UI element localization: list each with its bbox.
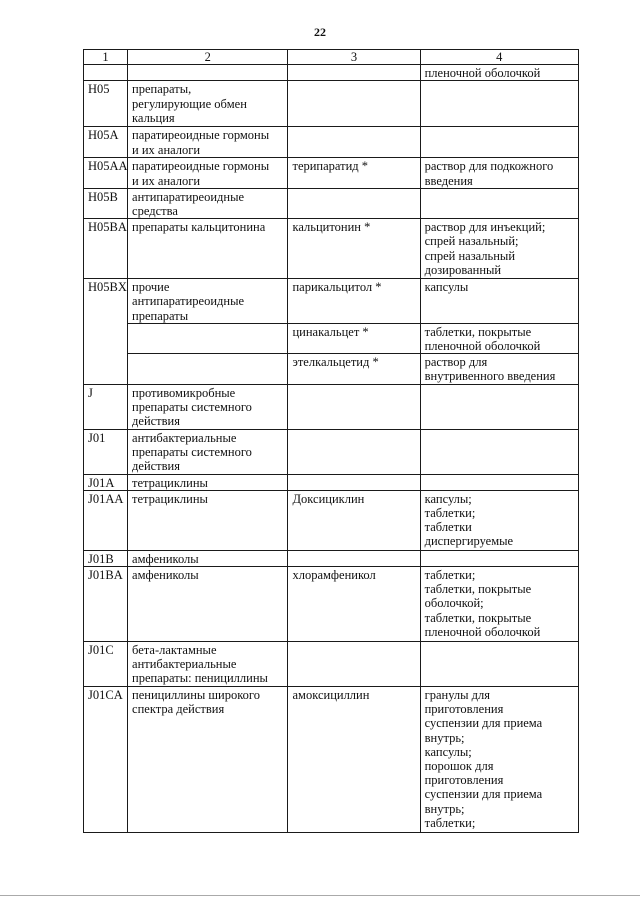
dosage-form-cell: гранулы для приготовления суспензии для приема внутрь; капсулы; порошок для приготовления суспензии для приема внутрь; таблетки; — [420, 687, 578, 833]
atc-code-cell: J01BA — [84, 567, 128, 642]
group-name-cell: прочие антипаратиреоидные препараты — [128, 279, 288, 324]
group-name-cell: противомикробные препараты системного действия — [128, 384, 288, 429]
atc-code-cell: H05A — [84, 127, 128, 158]
drug-name-cell — [288, 127, 420, 158]
column-number-2: 2 — [128, 50, 288, 65]
drug-table — [83, 49, 579, 833]
table-row — [84, 429, 579, 474]
group-name-cell: амфениколы — [128, 550, 288, 566]
atc-code-cell: J01C — [84, 642, 128, 687]
drug-name-cell: парикальцитол * — [288, 279, 420, 324]
group-name-cell: тетрациклины — [128, 490, 288, 550]
dosage-form-cell — [420, 81, 578, 127]
table-header — [84, 50, 579, 65]
dosage-form-cell — [420, 429, 578, 474]
drug-name-cell: кальцитонин * — [288, 219, 420, 279]
table-row — [84, 279, 579, 324]
group-name-cell — [128, 354, 288, 384]
drug-name-cell — [288, 642, 420, 687]
drug-name-cell: амоксициллин — [288, 687, 420, 833]
dosage-form-cell — [420, 474, 578, 490]
drug-name-cell — [288, 188, 420, 218]
table-row — [84, 687, 579, 833]
table-row — [84, 474, 579, 490]
drug-name-cell — [288, 474, 420, 490]
table-row — [84, 323, 579, 353]
table-row — [84, 188, 579, 218]
atc-code-cell: J01B — [84, 550, 128, 566]
table-body — [84, 65, 579, 833]
dosage-form-cell: раствор для инъекций; спрей назальный; спрей назальный дозированный — [420, 219, 578, 279]
column-number-4: 4 — [420, 50, 578, 65]
drug-name-cell — [288, 429, 420, 474]
dosage-form-cell: пленочной оболочкой — [420, 65, 578, 81]
page-number: 22 — [314, 25, 326, 39]
group-name-cell: паратиреоидные гормоны и их аналоги — [128, 158, 288, 188]
group-name-cell: пенициллины широкого спектра действия — [128, 687, 288, 833]
column-number-3: 3 — [288, 50, 420, 65]
group-name-cell: препараты кальцитонина — [128, 219, 288, 279]
group-name-cell: амфениколы — [128, 567, 288, 642]
drug-name-cell — [288, 550, 420, 566]
group-name-cell — [128, 65, 288, 81]
atc-code-cell: J01 — [84, 429, 128, 474]
atc-code-cell: J01AA — [84, 490, 128, 550]
dosage-form-cell: капсулы; таблетки; таблетки диспергируемые — [420, 490, 578, 550]
atc-code-cell — [84, 65, 128, 81]
dosage-form-cell: таблетки; таблетки, покрытые оболочкой; таблетки, покрытые пленочной оболочкой — [420, 567, 578, 642]
drug-name-cell — [288, 384, 420, 429]
column-number-1: 1 — [84, 50, 128, 65]
drug-name-cell: хлорамфеникол — [288, 567, 420, 642]
atc-code-cell: H05BA — [84, 219, 128, 279]
drug-name-cell: терипаратид * — [288, 158, 420, 188]
drug-name-cell: цинакальцет * — [288, 323, 420, 353]
group-name-cell: антипаратиреоидные средства — [128, 188, 288, 218]
table-row — [84, 384, 579, 429]
drug-name-cell — [288, 65, 420, 81]
atc-code-cell: J01CA — [84, 687, 128, 833]
dosage-form-cell — [420, 642, 578, 687]
table-row — [84, 81, 579, 127]
table-row — [84, 158, 579, 188]
atc-code-cell: J — [84, 384, 128, 429]
table-row — [84, 127, 579, 158]
atc-code-cell: H05B — [84, 188, 128, 218]
group-name-cell: паратиреоидные гормоны и их аналоги — [128, 127, 288, 158]
dosage-form-cell: капсулы — [420, 279, 578, 324]
atc-code-cell: H05AA — [84, 158, 128, 188]
dosage-form-cell — [420, 188, 578, 218]
drug-name-cell: этелкальцетид * — [288, 354, 420, 384]
atc-code-cell: J01A — [84, 474, 128, 490]
table-row — [84, 550, 579, 566]
drug-name-cell — [288, 81, 420, 127]
group-name-cell: антибактериальные препараты системного действия — [128, 429, 288, 474]
dosage-form-cell: раствор для подкожного введения — [420, 158, 578, 188]
atc-code-cell: H05BX — [84, 279, 128, 384]
group-name-cell: препараты, регулирующие обмен кальция — [128, 81, 288, 127]
dosage-form-cell — [420, 550, 578, 566]
dosage-form-cell: таблетки, покрытые пленочной оболочкой — [420, 323, 578, 353]
table-row — [84, 65, 579, 81]
group-name-cell: тетрациклины — [128, 474, 288, 490]
atc-code-cell: H05 — [84, 81, 128, 127]
group-name-cell: бета-лактамные антибактериальные препараты: пенициллины — [128, 642, 288, 687]
drug-name-cell: Доксициклин — [288, 490, 420, 550]
dosage-form-cell: раствор для внутривенного введения — [420, 354, 578, 384]
header-row — [84, 50, 579, 65]
page-bottom-edge — [0, 895, 640, 896]
table-row — [84, 567, 579, 642]
table-row — [84, 219, 579, 279]
group-name-cell — [128, 323, 288, 353]
table-row — [84, 490, 579, 550]
dosage-form-cell — [420, 127, 578, 158]
table-row — [84, 354, 579, 384]
table-row — [84, 642, 579, 687]
dosage-form-cell — [420, 384, 578, 429]
